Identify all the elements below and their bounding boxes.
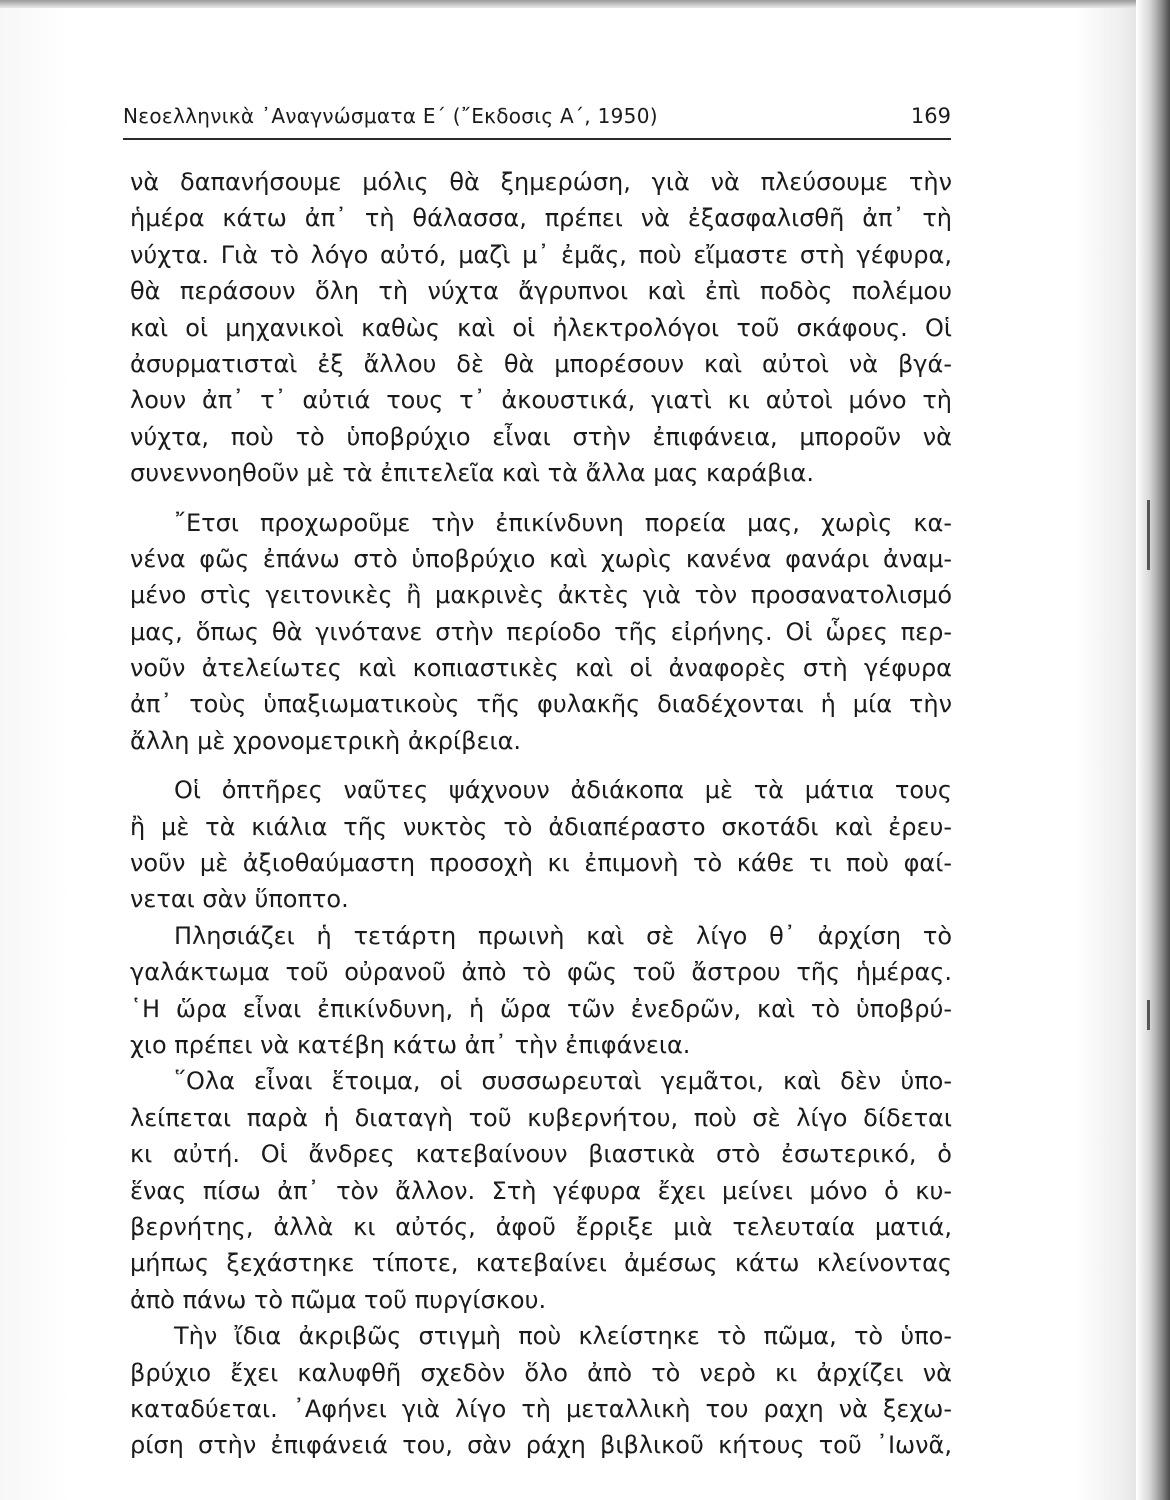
paragraph-1 xyxy=(130,164,952,492)
text-line: μας, ὅπως θὰ γινότανε στὴν περίοδο τῆς εἰρήνης. Οἱ ὧρες περ- xyxy=(130,617,952,646)
text-line: Πλησιάζει ἡ τετάρτη πρωινὴ καὶ σὲ λίγο θ᾿ ἀρχίση τὸ xyxy=(174,921,952,950)
edge-mark xyxy=(1147,500,1150,570)
text-line: ῞Ολα εἶναι ἕτοιμα, οἱ συσσωρευταὶ γεμᾶτοι, καὶ δὲν ὑπο- xyxy=(174,1067,952,1096)
text-line: ἢ μὲ τὰ κιάλια τῆς νυκτὸς τὸ ἀδιαπέραστο σκοτάδι καὶ ἐρευ- xyxy=(130,812,952,841)
text-line: ἡμέρα κάτω ἀπ᾿ τὴ θάλασσα, πρέπει νὰ ἐξασφαλισθῆ ἀπ᾿ τὴ xyxy=(130,204,952,233)
text-line: μήπως ξεχάστηκε τίποτε, κατεβαίνει ἀμέσως κάτω κλείνοντας xyxy=(130,1249,952,1278)
text-line: χιο πρέπει νὰ κατέβη κάτω ἀπ᾿ τὴν ἐπιφάνεια. xyxy=(130,1030,691,1059)
paragraph-2 xyxy=(130,505,952,760)
text-line: μένο στὶς γειτονικὲς ἢ μακρινὲς ἀκτὲς γιὰ τὸν προσανατολισμό xyxy=(130,581,952,610)
text-line: νένα φῶς ἐπάνω στὸ ὑποβρύχιο καὶ χωρὶς κανένα φανάρι ἀναμ- xyxy=(130,544,952,573)
text-line: ἀσυρματισταὶ ἐξ ἄλλου δὲ θὰ μπορέσουν καὶ αὐτοὶ νὰ βγά- xyxy=(130,349,952,378)
text-line: λείπεται παρὰ ἡ διαταγὴ τοῦ κυβερνήτου, ποὺ σὲ λίγο δίδεται xyxy=(130,1103,952,1132)
text-line: ἄλλη μὲ χρονομετρικὴ ἀκρίβεια. xyxy=(130,726,522,755)
paragraph-4 xyxy=(130,918,952,1064)
text-line: νὰ δαπανήσουμε μόλις θὰ ξημερώση, γιὰ νὰ πλεύσουμε τὴν xyxy=(130,168,952,196)
text-line: ἕνας πίσω ἀπ᾿ τὸν ἄλλον. Στὴ γέφυρα ἔχει μείνει μόνο ὁ κυ- xyxy=(130,1176,952,1205)
text-line: Τὴν ἴδια ἀκριβῶς στιγμὴ ποὺ κλείστηκε τὸ πῶμα, τὸ ὑπο- xyxy=(174,1322,952,1351)
edge-mark xyxy=(1147,1000,1150,1030)
paragraph-3 xyxy=(130,772,952,918)
text-line: ῾Η ὥρα εἶναι ἐπικίνδυνη, ἡ ὥρα τῶν ἐνεδρῶν, καὶ τὸ ὑποβρύ- xyxy=(130,994,952,1023)
text-line: καὶ οἱ μηχανικοὶ καθὼς καὶ οἱ ἠλεκτρολόγοι τοῦ σκάφους. Οἱ xyxy=(130,313,952,342)
text-line: νύχτα. Γιὰ τὸ λόγο αὐτό, μαζὶ μ᾿ ἐμᾶς, ποὺ εἴμαστε στὴ γέφυρα, xyxy=(130,240,952,269)
text-line: κι αὐτή. Οἱ ἄνδρες κατεβαίνουν βιαστικὰ στὸ ἐσωτερικό, ὁ xyxy=(130,1140,952,1169)
text-line: νεται σὰν ὕποπτο. xyxy=(130,885,349,914)
text-line: καταδύεται. ᾿Αφήνει γιὰ λίγο τὴ μεταλλικὴ του ραχη νὰ ξεχω- xyxy=(130,1394,952,1423)
paragraph-5 xyxy=(130,1063,952,1318)
header-title: Νεοελληνικὰ ᾿Αναγνώσματα Ε΄ (῎Εκδοσις Α΄, 1950) xyxy=(123,104,658,128)
page-binding-edge xyxy=(1136,0,1170,1500)
text-line: ἀπὸ πάνω τὸ πῶμα τοῦ πυργίσκου. xyxy=(130,1285,547,1314)
text-line: νοῦν μὲ ἀξιοθαύμαστη προσοχὴ κι ἐπιμονὴ τὸ κάθε τι ποὺ φαί- xyxy=(130,849,952,878)
running-header xyxy=(123,104,951,140)
paragraph-6 xyxy=(130,1318,952,1464)
page-number: 169 xyxy=(910,104,951,128)
text-line: νοῦν ἀτελείωτες καὶ κοπιαστικὲς καὶ οἱ ἀναφορὲς στὴ γέφυρα xyxy=(130,654,952,683)
text-line: συνεννοηθοῦν μὲ τὰ ἐπιτελεῖα καὶ τὰ ἄλλα μας καράβια. xyxy=(130,459,814,488)
text-line: λουν ἀπ᾿ τ᾿ αὐτιά τους τ᾿ ἀκουστικά, γιατὶ κι αὐτοὶ μόνο τὴ xyxy=(130,386,952,415)
body-text xyxy=(130,164,952,1464)
text-line: ρίση στὴν ἐπιφάνειά του, σὰν ράχη βιβλικοῦ κήτους τοῦ ᾿Ιωνᾶ, xyxy=(130,1431,952,1460)
text-line: ἀπ᾿ τοὺς ὑπαξιωματικοὺς τῆς φυλακῆς διαδέχονται ἡ μία τὴν xyxy=(130,690,952,719)
text-line: νύχτα, ποὺ τὸ ὑποβρύχιο εἶναι στὴν ἐπιφάνεια, μποροῦν νὰ xyxy=(130,422,952,451)
text-line: γαλάκτωμα τοῦ οὐρανοῦ ἀπὸ τὸ φῶς τοῦ ἄστρου τῆς ἡμέρας. xyxy=(130,958,952,987)
text-line: βερνήτης, ἀλλὰ κι αὐτός, ἀφοῦ ἔρριξε μιὰ τελευταία ματιά, xyxy=(130,1212,952,1241)
text-line: θὰ περάσουν ὅλη τὴ νύχτα ἄγρυπνοι καὶ ἐπὶ ποδὸς πολέμου xyxy=(130,277,952,306)
page-top-shadow xyxy=(0,0,1170,8)
text-line: Οἱ ὀπτῆρες ναῦτες ψάχνουν ἀδιάκοπα μὲ τὰ μάτια τους xyxy=(174,776,952,805)
text-line: βρύχιο ἔχει καλυφθῆ σχεδὸν ὅλο ἀπὸ τὸ νερὸ κι ἀρχίζει νὰ xyxy=(130,1358,952,1387)
text-line: ῎Ετσι προχωροῦμε τὴν ἐπικίνδυνη πορεία μας, χωρὶς κα- xyxy=(174,508,952,537)
